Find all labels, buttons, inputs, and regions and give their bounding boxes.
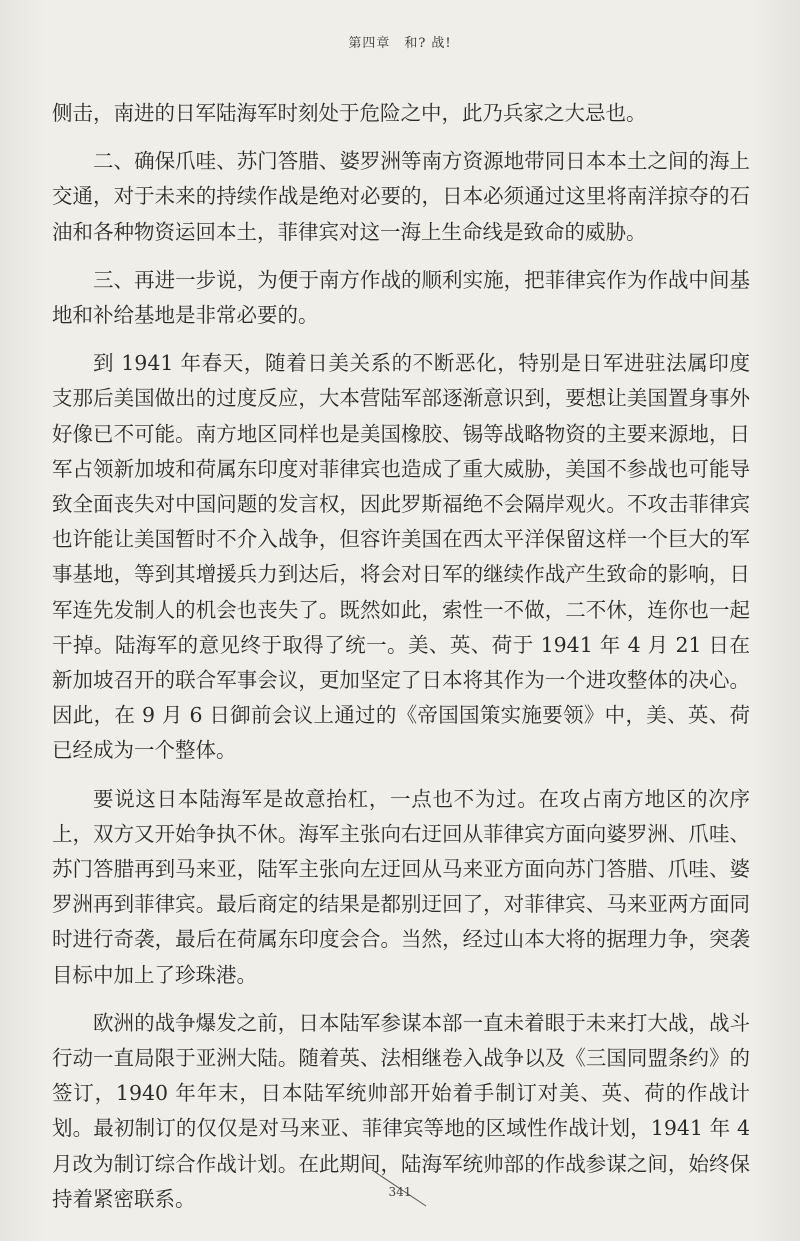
paragraph-6: 欧洲的战争爆发之前，日本陆军参谋本部一直未着眼于未来打大战，战斗行动一直局限于亚洲大陆。随着英、法相继卷入战争以及《三国同盟条约》的签订，1940 年年末，日本陆军统帅部开始着手制订对美、英、荷的作战计划。最初制订的仅仅是对马来亚、菲律宾等地的区域性作战计划，1941 年 4 月改为制订综合作战计划。在此期间，陆海军统帅部的作战参谋之间，始终保持着紧密联系。 [52,1010,750,1211]
running-head: 第四章 和? 战! [348,36,452,51]
paragraph-2: 二、确保爪哇、苏门答腊、婆罗洲等南方资源地带同日本本土之间的海上交通，对于未来的持续作战是绝对必要的，日本必须通过这里将南洋掠夺的石油和各种物资运回本土，菲律宾对这一海上生命线是致命的威胁。 [52,149,750,244]
paragraph-4: 到 1941 年春天，随着日美关系的不断恶化，特别是日军进驻法属印度支那后美国做出的过度反应，大本营陆军部逐渐意识到，要想让美国置身事外好像已不可能。南方地区同样也是美国橡胶、锡等战略物资的主要来源地，日军占领新加坡和荷属东印度对菲律宾也造成了重大威胁，美国不参战也可能导致全面丧失对中国问题的发言权，因此罗斯福绝不会隔岸观火。不攻击菲律宾也许能让美国暂时不介入战争，但容许美国在西太平洋保留这样一个巨大的军事基地，等到其增援兵力到达后，将会对日军的继续作战产生致命的影响，日军连先发制人的机会也丧失了。既然如此，索性一不做，二不休，连你也一起干掉。陆海军的意见终于取得了统一。美、英、荷于 1941 年 4 月 21 日在新加坡召开的联合军事会议，更加坚定了日本将其作为一个进攻整体的决心。因此，在 9 月 6 日御前会议上通过的《帝国国策实施要领》中，美、英、荷已经成为一个整体。 [52,351,750,763]
body-text [52,96,750,1230]
paragraph-5: 要说这日本陆海军是故意抬杠，一点也不为过。在攻占南方地区的次序上，双方又开始争执不休。海军主张向右迂回从菲律宾方面向婆罗洲、爪哇、苏门答腊再到马来亚，陆军主张向左迂回从马来亚方面向苏门答腊、爪哇、婆罗洲再到菲律宾。最后商定的结果是都别迂回了，对菲律宾、马来亚两方面同时进行奇袭，最后在荷属东印度会合。当然，经过山本大将的据理力争，突袭目标中加上了珍珠港。 [52,786,750,987]
paragraph-3: 三、再进一步说，为便于南方作战的顺利实施，把菲律宾作为作战中间基地和补给基地是非常必要的。 [52,267,750,328]
paragraph-1: 侧击，南进的日军陆海军时刻处于危险之中，此乃兵家之大忌也。 [52,101,647,125]
page-number: 341 [388,1185,412,1199]
